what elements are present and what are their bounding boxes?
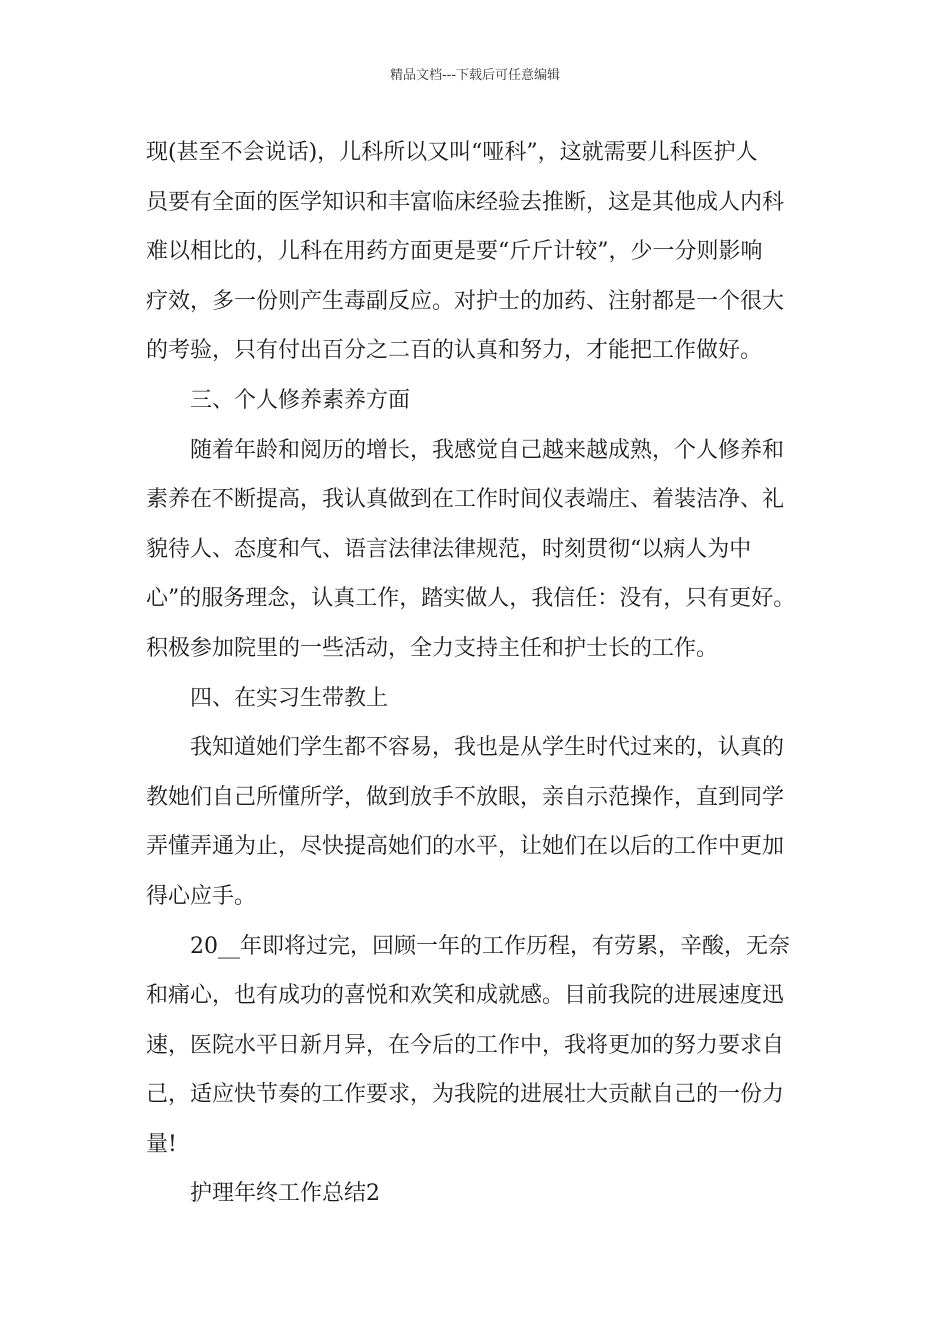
text-line: 教她们自己所懂所学，做到放手不放眼，亲自示范操作，直到同学 bbox=[146, 784, 785, 810]
paragraph bbox=[146, 128, 818, 376]
text-line: 的考验，只有付出百分之二百的认真和努力，才能把工作做好。 bbox=[146, 338, 763, 364]
section-heading bbox=[146, 376, 818, 426]
text-line: 三、个人修养素养方面 bbox=[190, 387, 411, 413]
text-line: 疗效，多一份则产生毒副反应。对护士的加药、注射都是一个很大 bbox=[146, 288, 785, 314]
document-body bbox=[146, 128, 818, 1219]
text-line: 弄懂弄通为止，尽快提高她们的水平，让她们在以后的工作中更加 bbox=[146, 834, 785, 860]
text-line: 素养在不断提高，我认真做到在工作时间仪表端庄、着装洁净、礼 bbox=[146, 487, 785, 513]
text-line: 积极参加院里的一些活动，全力支持主任和护士长的工作。 bbox=[146, 635, 719, 661]
paragraph bbox=[146, 723, 818, 921]
section-heading bbox=[146, 674, 818, 724]
text-line: 得心应手。 bbox=[146, 883, 257, 909]
text-line: 量! bbox=[146, 1131, 177, 1157]
text-line: 现(甚至不会说话)，儿科所以又叫“哑科”，这就需要儿科医护人 bbox=[146, 140, 758, 165]
text-line: 和痛心，也有成功的喜悦和欢笑和成就感。目前我院的进展速度迅 bbox=[146, 983, 785, 1009]
text-line: 貌待人、态度和气、语言法律法律规范，时刻贯彻“以病人为中 bbox=[146, 536, 752, 562]
text-line: 护理年终工作总结2 bbox=[190, 1181, 380, 1207]
section-heading bbox=[146, 1169, 818, 1219]
text-line: 我知道她们学生都不容易，我也是从学生时代过来的，认真的 bbox=[190, 735, 785, 761]
text-line: 四、在实习生带教上 bbox=[190, 685, 389, 711]
text-line: 己，适应快节奏的工作要求，为我院的进展壮大贡献自己的一份力 bbox=[146, 1082, 785, 1108]
page-header: 精品文档---下载后可任意编辑 bbox=[389, 68, 561, 83]
paragraph bbox=[146, 426, 818, 674]
paragraph bbox=[146, 922, 818, 1170]
text-line: 20__年即将过完，回顾一年的工作历程，有劳累，辛酸，无奈 bbox=[190, 933, 790, 959]
text-line: 心”的服务理念，认真工作，踏实做人，我信任：没有，只有更好。 bbox=[146, 586, 796, 612]
text-line: 速，医院水平日新月异，在今后的工作中，我将更加的努力要求自 bbox=[146, 1032, 785, 1058]
text-line: 随着年龄和阅历的增长，我感觉自己越来越成熟，个人修养和 bbox=[190, 437, 785, 463]
text-line: 难以相比的，儿科在用药方面更是要“斤斤计较”，少一分则影响 bbox=[146, 239, 763, 265]
text-line: 员要有全面的医学知识和丰富临床经验去推断，这是其他成人内科 bbox=[146, 189, 785, 215]
